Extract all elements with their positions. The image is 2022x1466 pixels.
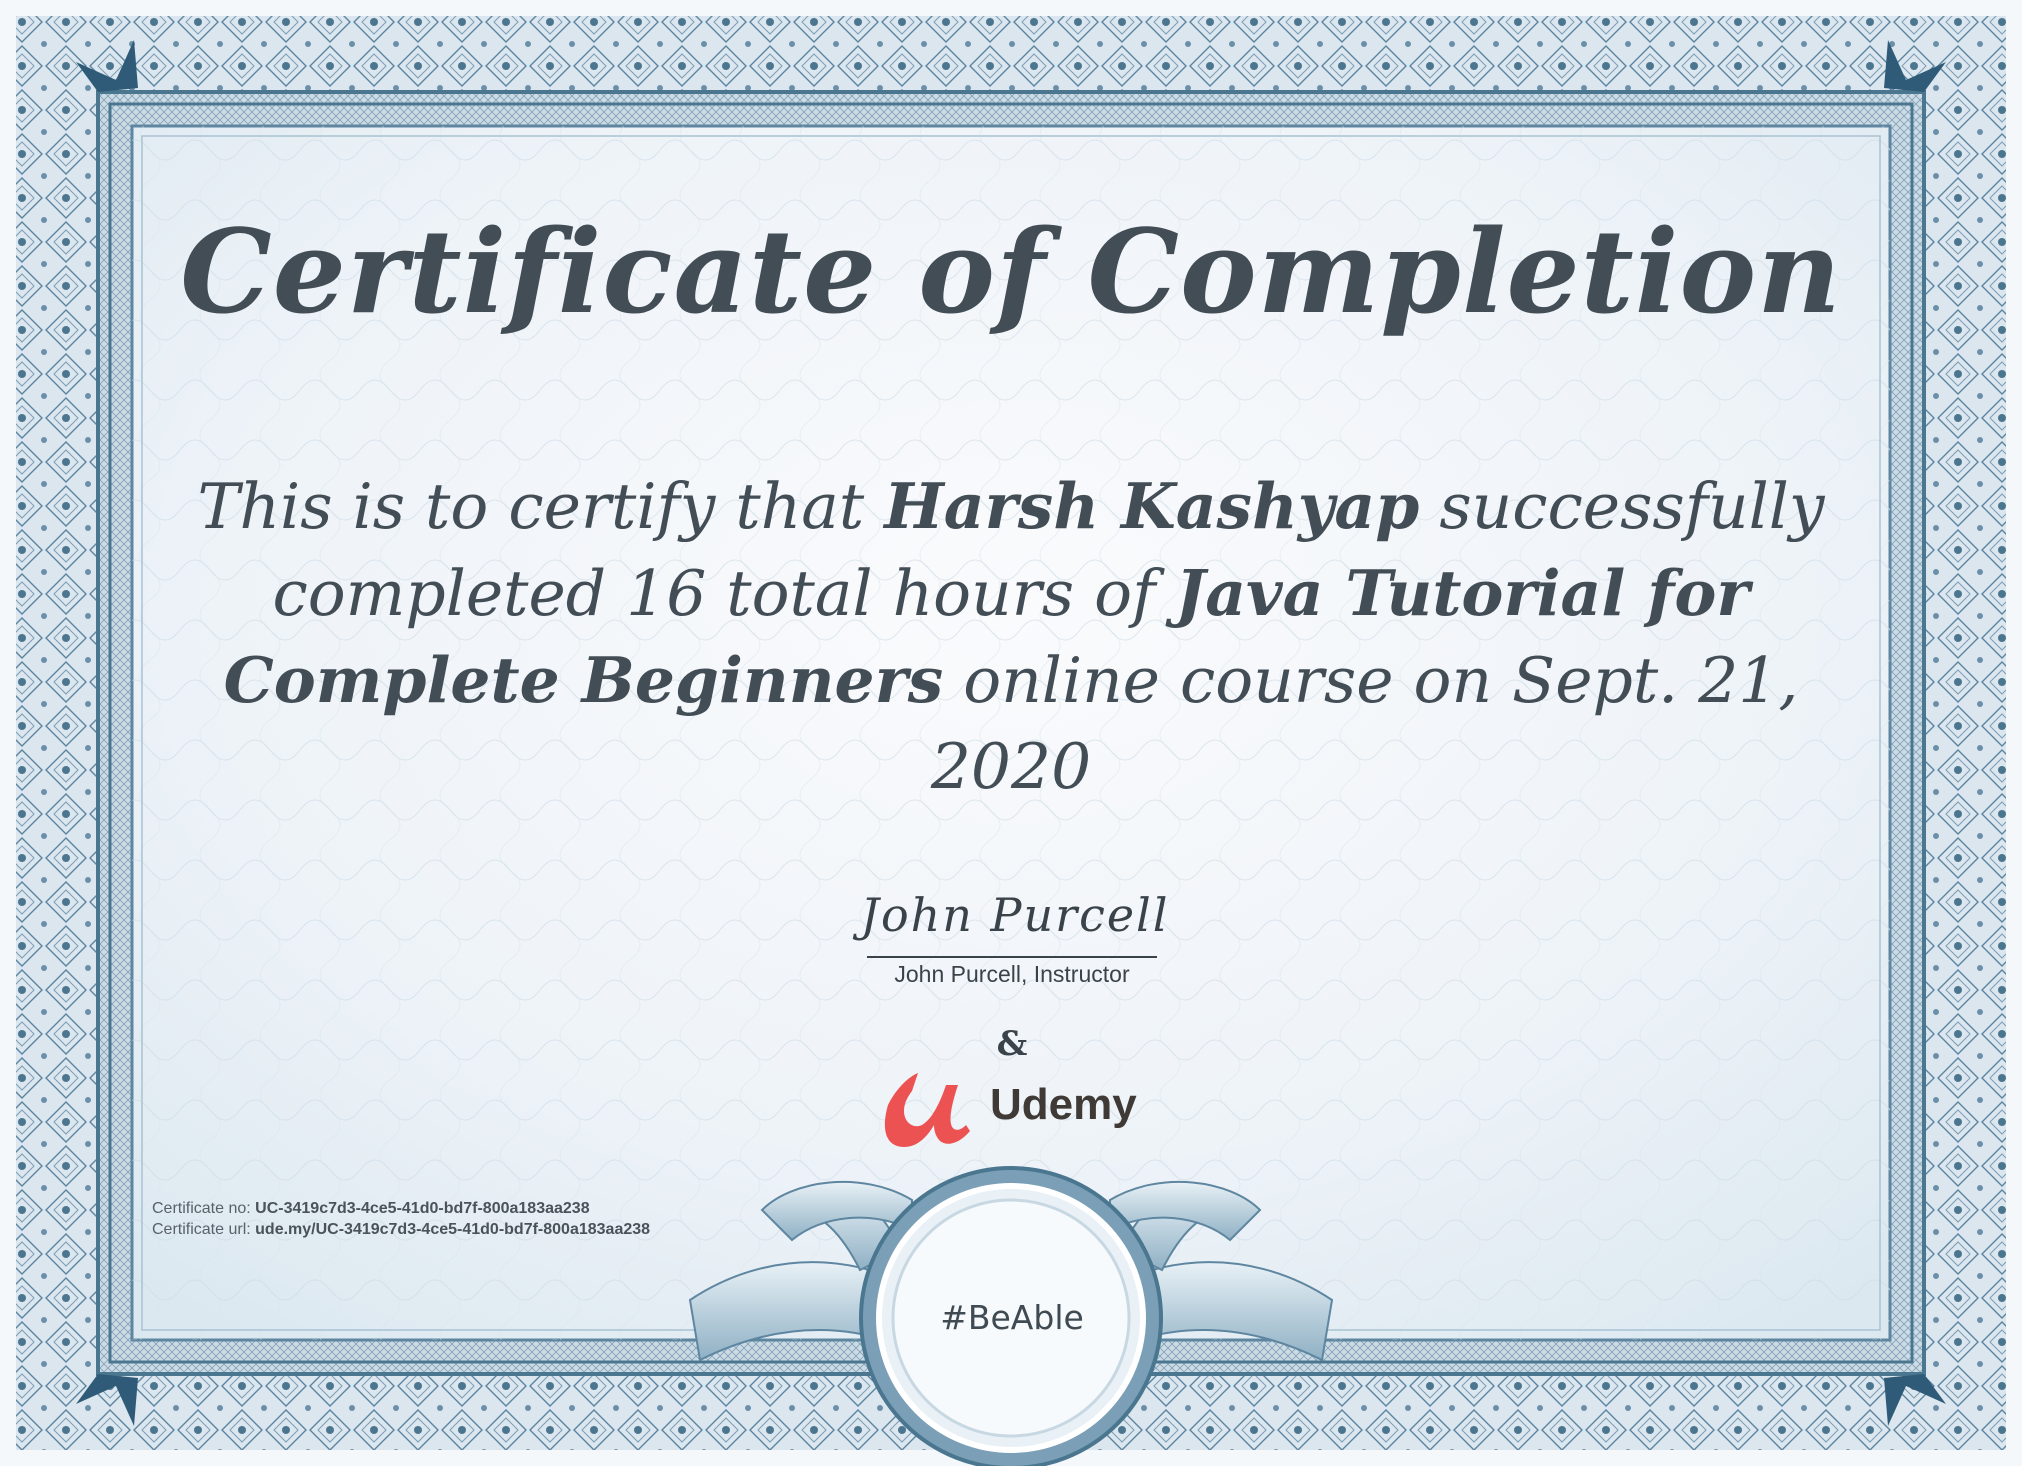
- certificate-url[interactable]: ude.my/UC-3419c7d3-4ce5-41d0-bd7f-800a183aa238: [255, 1221, 651, 1238]
- course-name: Java Tutorial for Complete Beginners: [223, 556, 1750, 717]
- beable-badge-text: #BeAble: [940, 1298, 1084, 1337]
- statement-middle: successfully completed 16 total hours of: [272, 470, 1825, 630]
- certificate-info: [152, 1198, 650, 1240]
- certificate-url-row: [152, 1219, 650, 1240]
- statement-outro: online course on Sept. 21, 2020: [930, 644, 1799, 803]
- udemy-wordmark: Udemy: [990, 1080, 1137, 1129]
- certificate-number-label: Certificate no:: [152, 1200, 256, 1217]
- certificate-statement: [150, 463, 1872, 810]
- certificate-number: UC-3419c7d3-4ce5-41d0-bd7f-800a183aa238: [255, 1200, 590, 1217]
- instructor-signature: John Purcell: [860, 888, 1170, 942]
- ampersand: &: [996, 1024, 1028, 1064]
- certificate-title: Certificate of Completion: [180, 205, 1842, 340]
- recipient-name: Harsh Kashyap: [884, 469, 1420, 543]
- certificate-number-row: [152, 1198, 650, 1219]
- statement-intro: This is to certify that: [197, 470, 885, 543]
- certificate-url-label: Certificate url:: [152, 1221, 256, 1238]
- signature-line: [867, 956, 1157, 958]
- signature-caption: John Purcell, Instructor: [894, 961, 1130, 987]
